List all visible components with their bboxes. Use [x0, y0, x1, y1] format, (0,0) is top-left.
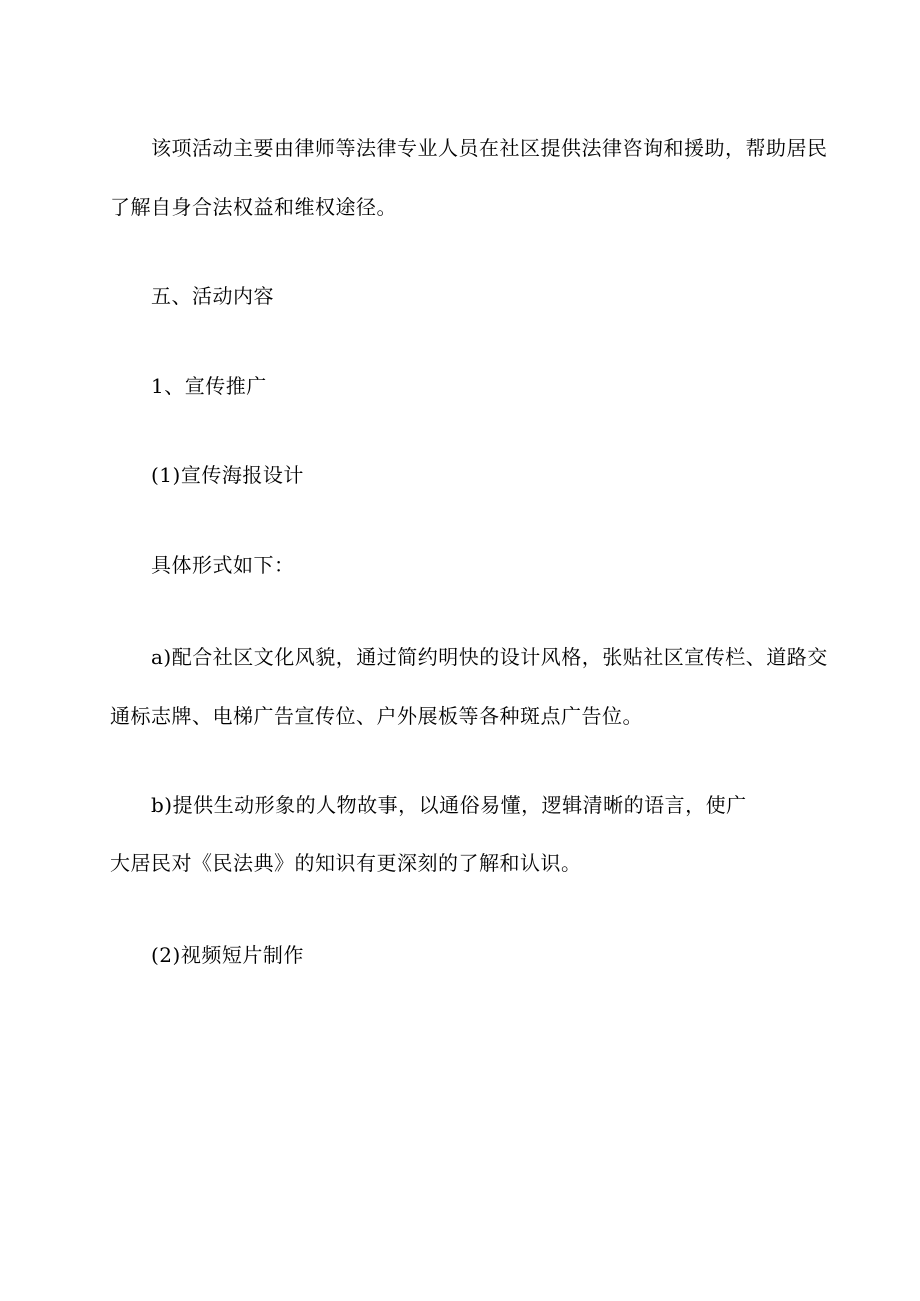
item-heading-video-production: (2)视频短片制作 [151, 943, 304, 967]
intro-text: 具体形式如下： [151, 553, 295, 577]
paragraph-a-line-1: a)配合社区文化风貌，通过简约明快的设计风格，张贴社区宣传栏、道路交 [151, 645, 828, 669]
paragraph-b-line-1: b)提供生动形象的人物故事，以通俗易懂，逻辑清晰的语言，使广 [151, 793, 747, 817]
section-heading: 五、活动内容 [151, 284, 274, 308]
paragraph-1-line-1: 该项活动主要由律师等法律专业人员在社区提供法律咨询和援助，帮助居民 [151, 136, 828, 160]
item-heading-poster-design: (1)宣传海报设计 [151, 463, 304, 487]
paragraph-b-line-2: 大居民对《民法典》的知识有更深刻的了解和认识。 [110, 851, 582, 875]
paragraph-1-line-2: 了解自身合法权益和维权途径。 [110, 195, 397, 219]
paragraph-a-line-2: 通标志牌、电梯广告宣传位、户外展板等各种斑点广告位。 [110, 704, 643, 728]
subsection-heading: 1、宣传推广 [151, 374, 267, 398]
